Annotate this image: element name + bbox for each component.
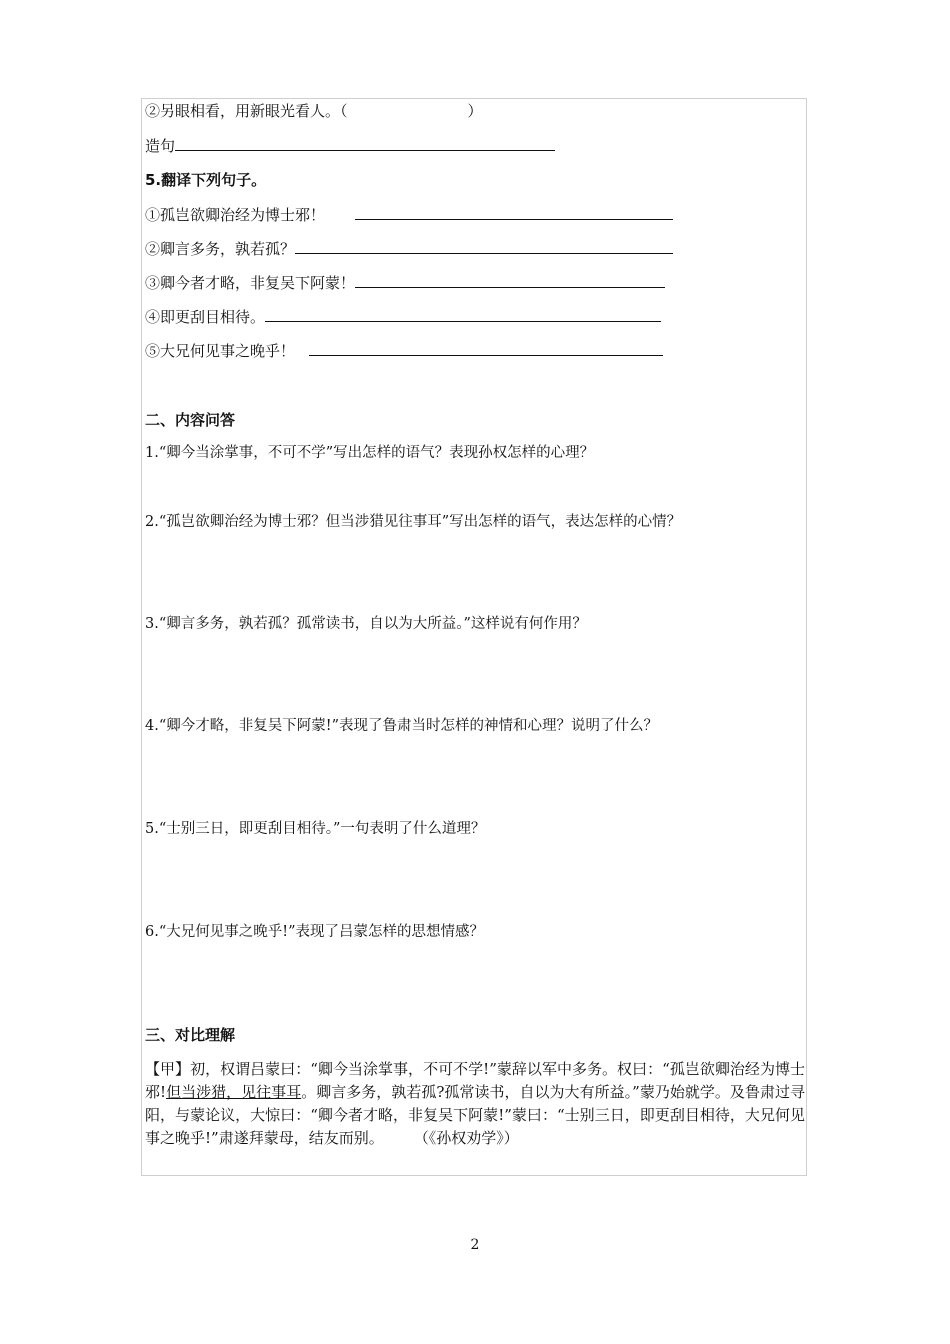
translate-item-text: ③卿今者才略，非复吴下阿蒙！: [145, 274, 356, 292]
section3-heading: 三、对比理解: [145, 1026, 236, 1044]
question-item: 2.“孤岂欲卿治经为博士邪？但当涉猎见往事耳”写出怎样的语气，表达怎样的心情？: [145, 514, 682, 530]
translate-heading: 5.翻译下列句子。: [145, 171, 267, 189]
vocab-item-2-text: ②另眼相看，用新眼光看人。（: [145, 102, 348, 120]
translate-item: [145, 205, 673, 225]
translate-answer-blank[interactable]: [265, 307, 661, 322]
passage-underlined: 但当涉猎，见往事耳: [166, 1083, 302, 1101]
sentence-row: [145, 136, 555, 156]
vocab-item-2: [145, 101, 483, 121]
question-item: 5.“士别三日，即更刮目相待。”一句表明了什么道理？: [145, 821, 486, 837]
translate-answer-blank[interactable]: [355, 273, 665, 288]
question-item: 4.“卿今才略，非复吴下阿蒙!”表现了鲁肃当时怎样的神情和心理？说明了什么？: [145, 718, 658, 734]
translate-item: [145, 239, 673, 259]
sentence-answer-blank[interactable]: [175, 136, 555, 151]
translate-item-text: ②卿言多务，孰若孤？: [145, 240, 296, 258]
sentence-label: 造句: [145, 137, 176, 155]
section2-heading: 二、内容问答: [145, 411, 236, 429]
translate-answer-blank[interactable]: [295, 239, 673, 254]
translate-item-text: ⑤大兄何见事之晚乎！: [145, 342, 296, 360]
translate-answer-blank[interactable]: [355, 205, 673, 220]
translate-item-text: ④即更刮目相待。: [145, 308, 266, 326]
passage-text: 。卿言多务，孰若孤?孤常读书，自以为大有所益。”蒙乃始就学。及鲁肃过寻阳，与蒙论议，大惊曰：“卿今者才略，非复吴下阿蒙!”蒙曰：“士别三日，即更刮目相待，大兄何见事之晚乎!”肃遂拜蒙母，结友而别。 （《孙权劝学》）: [145, 1083, 805, 1147]
reading-passage: [145, 1058, 805, 1150]
vocab-item-2-close: ）: [467, 102, 483, 120]
content-frame: [141, 98, 807, 1176]
translate-item: [145, 273, 665, 293]
translate-answer-blank[interactable]: [309, 341, 663, 356]
passage-text: 【甲】初，权谓吕蒙曰：“卿今当涂掌事，不可不学!”蒙辞以军中多务。权曰：“孤岂欲卿治经为博士邪!: [145, 1060, 805, 1101]
page-number: 2: [470, 1237, 480, 1253]
question-item: 6.“大兄何见事之晚乎!”表现了吕蒙怎样的思想情感？: [145, 924, 484, 940]
translate-item: [145, 307, 661, 327]
question-item: 1.“卿今当涂掌事，不可不学”写出怎样的语气？表现孙权怎样的心理？: [145, 445, 595, 461]
translate-item-text: ①孤岂欲卿治经为博士邪！: [145, 206, 326, 224]
question-item: 3.“卿言多务，孰若孤？孤常读书，自以为大所益。”这样说有何作用？: [145, 616, 587, 632]
translate-item: [145, 341, 663, 361]
